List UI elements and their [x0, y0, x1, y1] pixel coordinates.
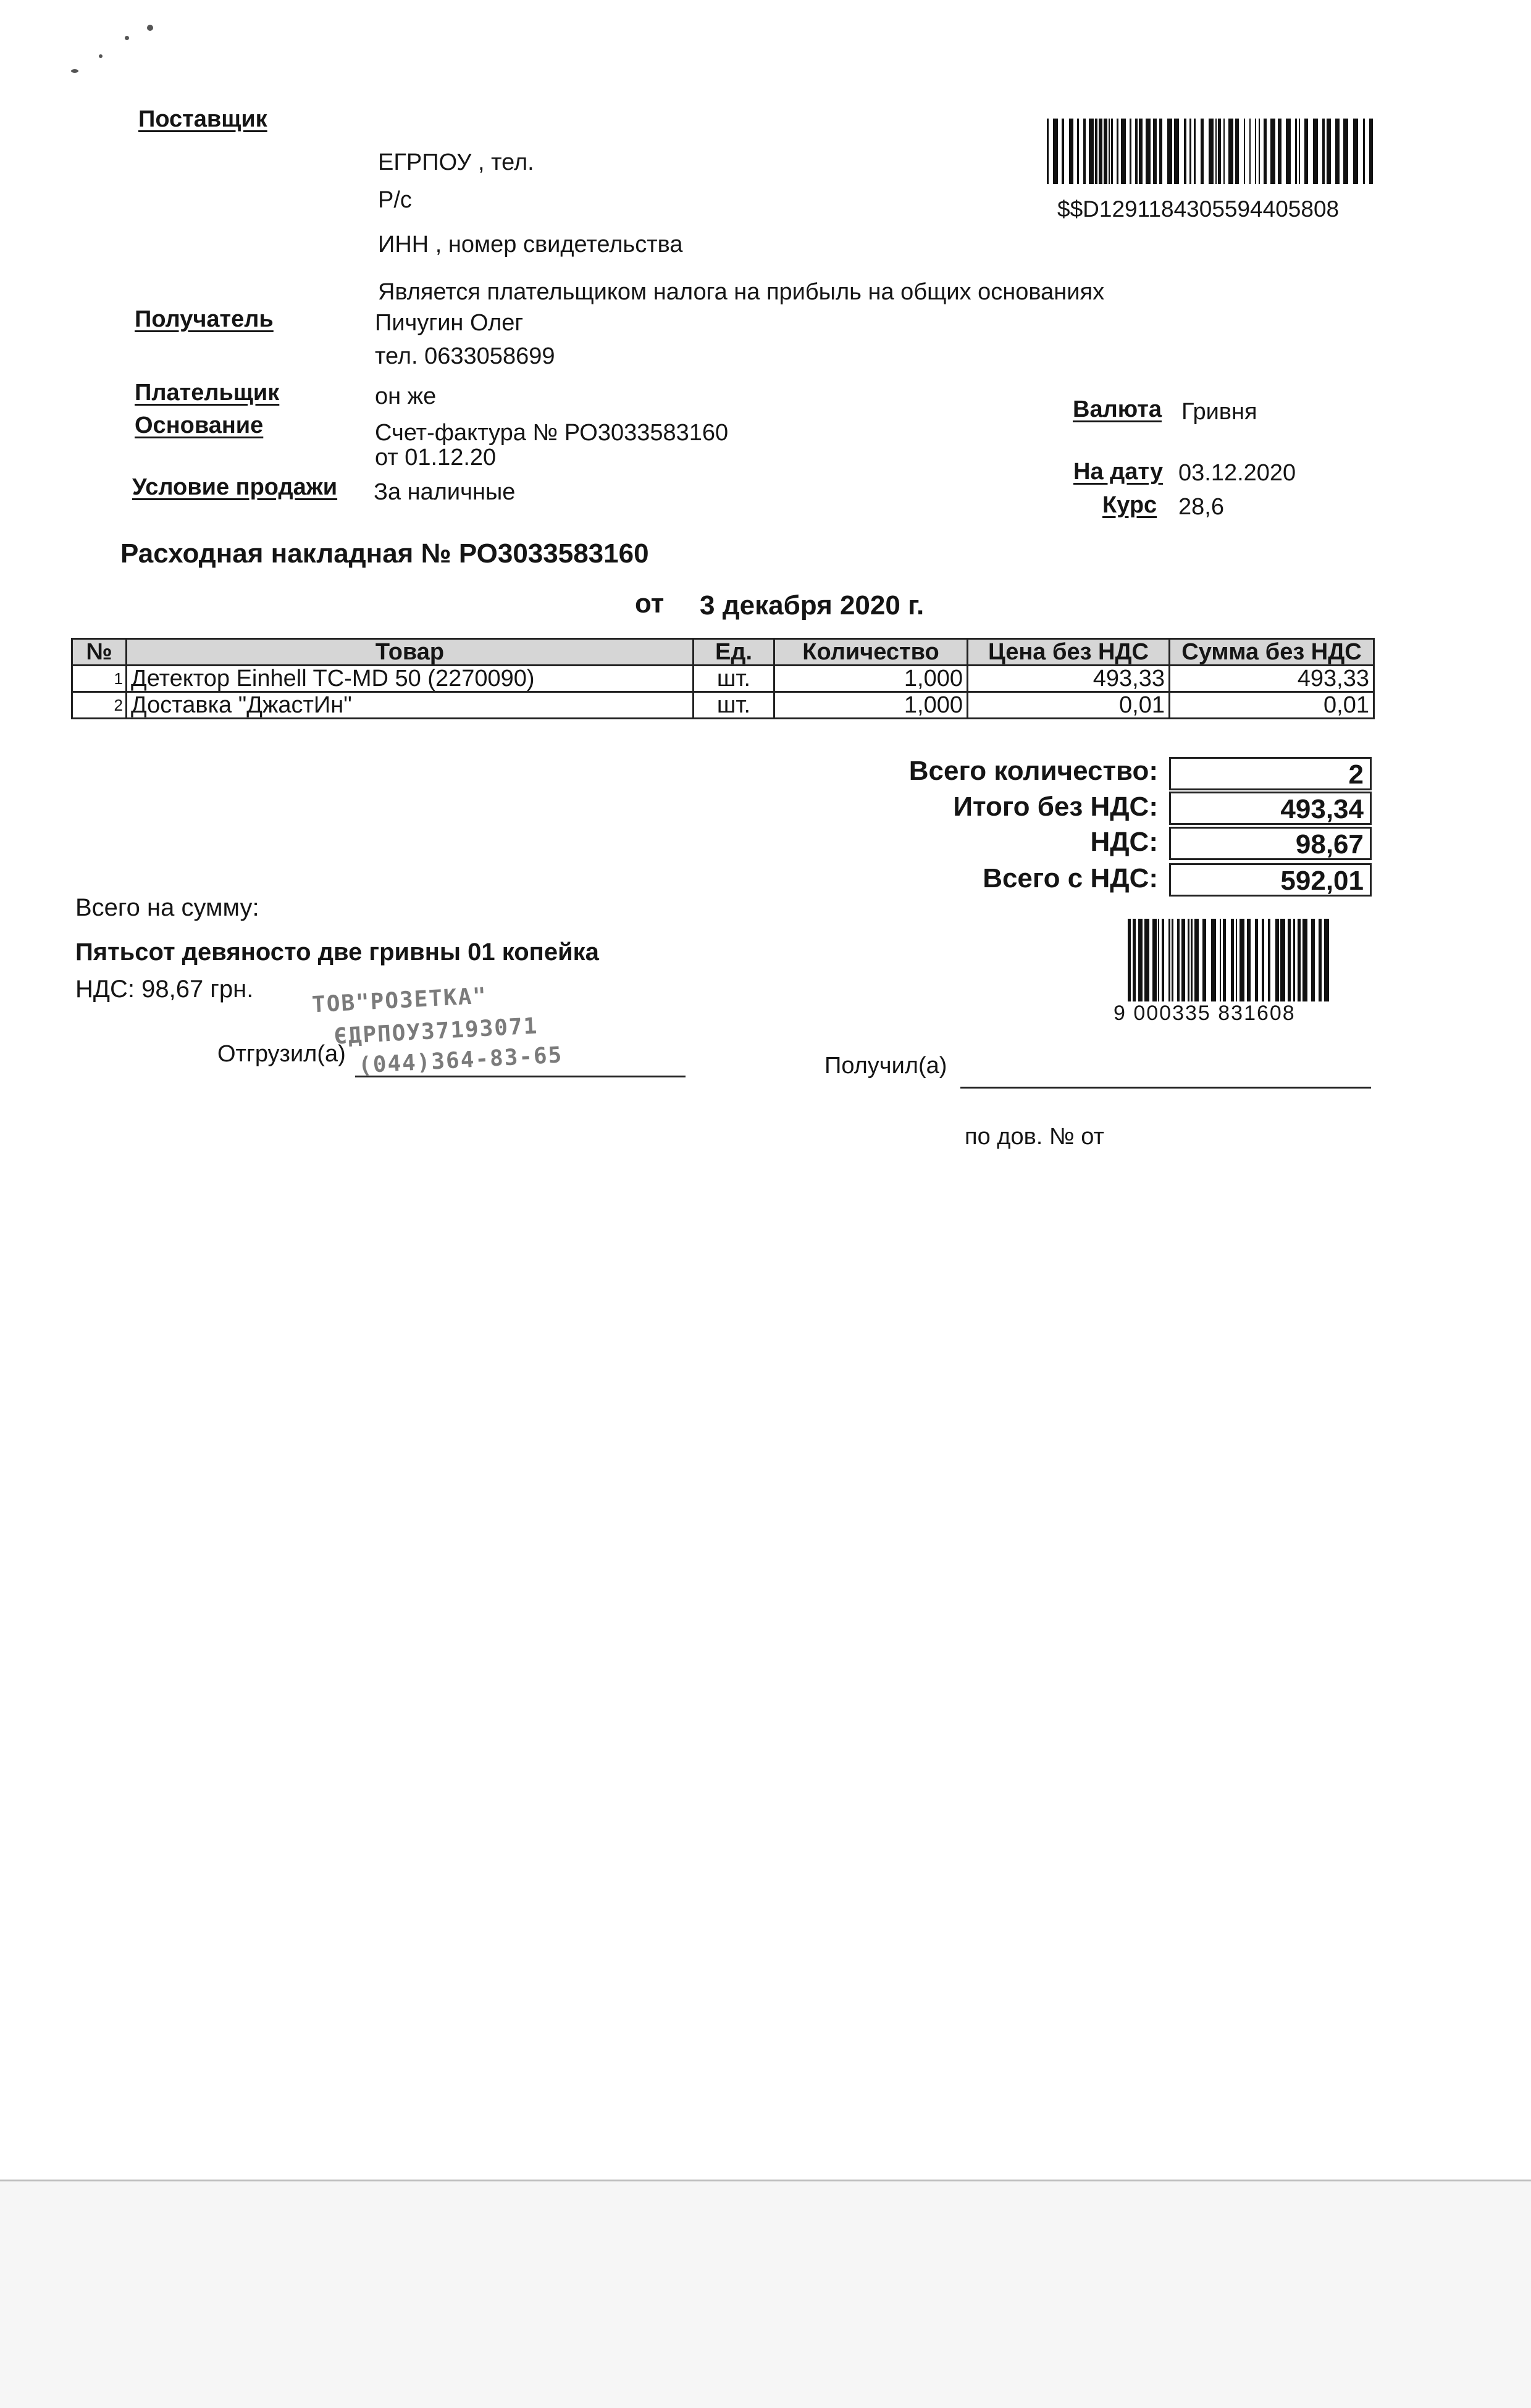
company-stamp-line3: (044)364-83-65 — [358, 1042, 564, 1079]
barcode-bar — [1206, 919, 1211, 1001]
total-count-label: Всего количество: — [908, 756, 1158, 786]
document-date-prefix: от — [635, 588, 665, 619]
sum-words-label: Всего на сумму: — [75, 894, 259, 921]
col-header-number: № — [72, 639, 127, 666]
barcode-bar — [1329, 919, 1331, 1001]
total-vat-label: НДС: — [1090, 827, 1158, 857]
barcode-bar — [1164, 919, 1168, 1001]
total-net-label: Итого без НДС: — [953, 792, 1158, 822]
table-header-row — [72, 639, 1374, 666]
sum-words-text: Пятьсот девяносто две гривны 01 копейка — [75, 939, 599, 966]
recipient-name: Пичугин Олег — [375, 310, 524, 336]
barcode-bar — [1270, 919, 1275, 1001]
received-by-signature-line — [960, 1087, 1371, 1089]
barcode-bar — [1079, 119, 1083, 184]
barcode-bar — [1335, 119, 1340, 184]
sum-words-vat: НДС: 98,67 грн. — [75, 976, 254, 1003]
document-title: Расходная накладная № РО3033583160 — [120, 538, 649, 569]
barcode-bar — [1300, 119, 1304, 184]
table-row — [72, 692, 1374, 719]
on-date-label: На дату — [1073, 459, 1164, 485]
scan-speck — [125, 36, 129, 40]
barcode-bar — [1211, 919, 1216, 1001]
row-unit: шт. — [694, 692, 774, 719]
barcode-bar — [1228, 119, 1233, 184]
barcode-bar — [1324, 919, 1329, 1001]
barcode-bar — [1226, 919, 1231, 1001]
supplier-inn: ИНН , номер свидетельства — [378, 232, 683, 257]
row-product: Доставка "ДжастИн" — [127, 692, 694, 719]
barcode-bar — [1245, 119, 1249, 184]
row-unit: шт. — [694, 666, 774, 692]
barcode-bar — [1270, 119, 1275, 184]
supplier-tax-status: Является плательщиком налога на прибыль на общих основаниях — [378, 279, 1105, 305]
barcode-bar — [1174, 119, 1179, 184]
proxy-label: по дов. № от — [965, 1124, 1104, 1150]
barcode-bar — [1053, 119, 1058, 184]
barcode-bar — [1194, 919, 1199, 1001]
row-price: 0,01 — [968, 692, 1170, 719]
company-stamp-line2: ЄДРПОУ37193071 — [333, 1013, 539, 1050]
company-stamp-line1: ТОВ"РОЗЕТКА" — [311, 983, 488, 1018]
row-quantity: 1,000 — [774, 692, 968, 719]
table-row — [72, 666, 1374, 692]
recipient-label: Получатель — [135, 306, 274, 332]
barcode-bar — [1291, 119, 1295, 184]
payer-value: он же — [375, 383, 437, 409]
total-gross-label: Всего с НДС: — [983, 863, 1158, 893]
col-header-quantity: Количество — [774, 639, 968, 666]
barcode-top-code: $$D1291184305594405808 — [1057, 196, 1340, 222]
barcode-bar — [1049, 119, 1053, 184]
basis-date: от 01.12.20 — [375, 445, 497, 470]
barcode-bar — [1348, 119, 1353, 184]
barcode-bar — [1089, 119, 1094, 184]
barcode-bar — [1308, 119, 1313, 184]
currency-value: Гривня — [1181, 399, 1257, 425]
barcode-bar — [1179, 119, 1184, 184]
supplier-account: Р/с — [378, 187, 412, 213]
barcode-bar — [1331, 119, 1335, 184]
received-by-label: Получил(а) — [824, 1053, 947, 1079]
barcode-bar — [1064, 119, 1069, 184]
rate-value: 28,6 — [1178, 494, 1224, 520]
barcode-bar — [1302, 919, 1307, 1001]
row-price: 493,33 — [968, 666, 1170, 692]
barcode-bar — [1146, 119, 1151, 184]
col-header-price: Цена без НДС — [968, 639, 1170, 666]
supplier-label: Поставщик — [138, 106, 267, 132]
basis-label: Основание — [135, 412, 264, 438]
col-header-product: Товар — [127, 639, 694, 666]
total-vat-value: 98,67 — [1169, 827, 1372, 860]
document-date: 3 декабря 2020 г. — [700, 590, 925, 621]
barcode-bar — [1204, 119, 1209, 184]
on-date-value: 03.12.2020 — [1178, 460, 1296, 486]
barcode-bar — [1343, 119, 1348, 184]
barcode-bar — [1251, 919, 1255, 1001]
barcode-bar — [1167, 119, 1172, 184]
total-net-value: 493,34 — [1169, 792, 1372, 825]
barcode-bar — [1313, 119, 1318, 184]
shipped-by-label: Отгрузил(а) — [217, 1041, 346, 1067]
barcode-bar — [1138, 919, 1143, 1001]
col-header-sum: Сумма без НДС — [1170, 639, 1374, 666]
row-number: 2 — [72, 692, 127, 719]
total-gross-value: 592,01 — [1169, 863, 1372, 897]
barcode-bar — [1162, 119, 1167, 184]
barcode-bar — [1121, 119, 1126, 184]
barcode-bar — [1369, 119, 1373, 184]
row-sum: 493,33 — [1170, 666, 1374, 692]
row-quantity: 1,000 — [774, 666, 968, 692]
barcode-bar — [1353, 119, 1358, 184]
shipped-by-signature-line — [355, 1076, 686, 1077]
scanner-bed-edge — [0, 2180, 1531, 2408]
scan-speck — [71, 69, 78, 73]
barcode-bar — [1358, 119, 1363, 184]
scan-speck — [147, 25, 153, 31]
barcode-bar — [1239, 119, 1244, 184]
payer-label: Плательщик — [135, 380, 280, 406]
barcode-bottom — [1128, 919, 1333, 1001]
currency-label: Валюта — [1073, 396, 1162, 422]
col-header-unit: Ед. — [694, 639, 774, 666]
row-number: 1 — [72, 666, 127, 692]
rate-label: Курс — [1102, 492, 1157, 518]
barcode-bar — [1281, 119, 1286, 184]
supplier-egrpou: ЕГРПОУ , тел. — [378, 149, 534, 175]
sale-terms-value: За наличные — [374, 479, 516, 505]
barcode-bar — [1239, 919, 1244, 1001]
barcode-bar — [1318, 119, 1322, 184]
barcode-bar — [1280, 919, 1285, 1001]
total-count-value: 2 — [1169, 757, 1372, 790]
barcode-bar — [1365, 119, 1369, 184]
barcode-bar — [1251, 119, 1255, 184]
basis-value: Счет-фактура № РО3033583160 — [375, 420, 729, 446]
row-sum: 0,01 — [1170, 692, 1374, 719]
barcode-bottom-code: 9 000335 831608 — [1114, 1001, 1296, 1025]
row-product: Детектор Einhell TC-MD 50 (2270090) — [127, 666, 694, 692]
sale-terms-label: Условие продажи — [132, 474, 338, 500]
barcode-bar — [1286, 119, 1291, 184]
barcode-bar — [1196, 119, 1201, 184]
scan-speck — [99, 54, 103, 58]
barcode-bar — [1144, 919, 1149, 1001]
barcode-bar — [1327, 119, 1331, 184]
barcode-top — [1047, 119, 1373, 184]
recipient-phone: тел. 0633058699 — [375, 343, 555, 369]
barcode-bar — [1209, 119, 1214, 184]
items-table — [71, 638, 1375, 719]
barcode-bar — [1069, 119, 1073, 184]
barcode-bar — [1152, 919, 1157, 1001]
